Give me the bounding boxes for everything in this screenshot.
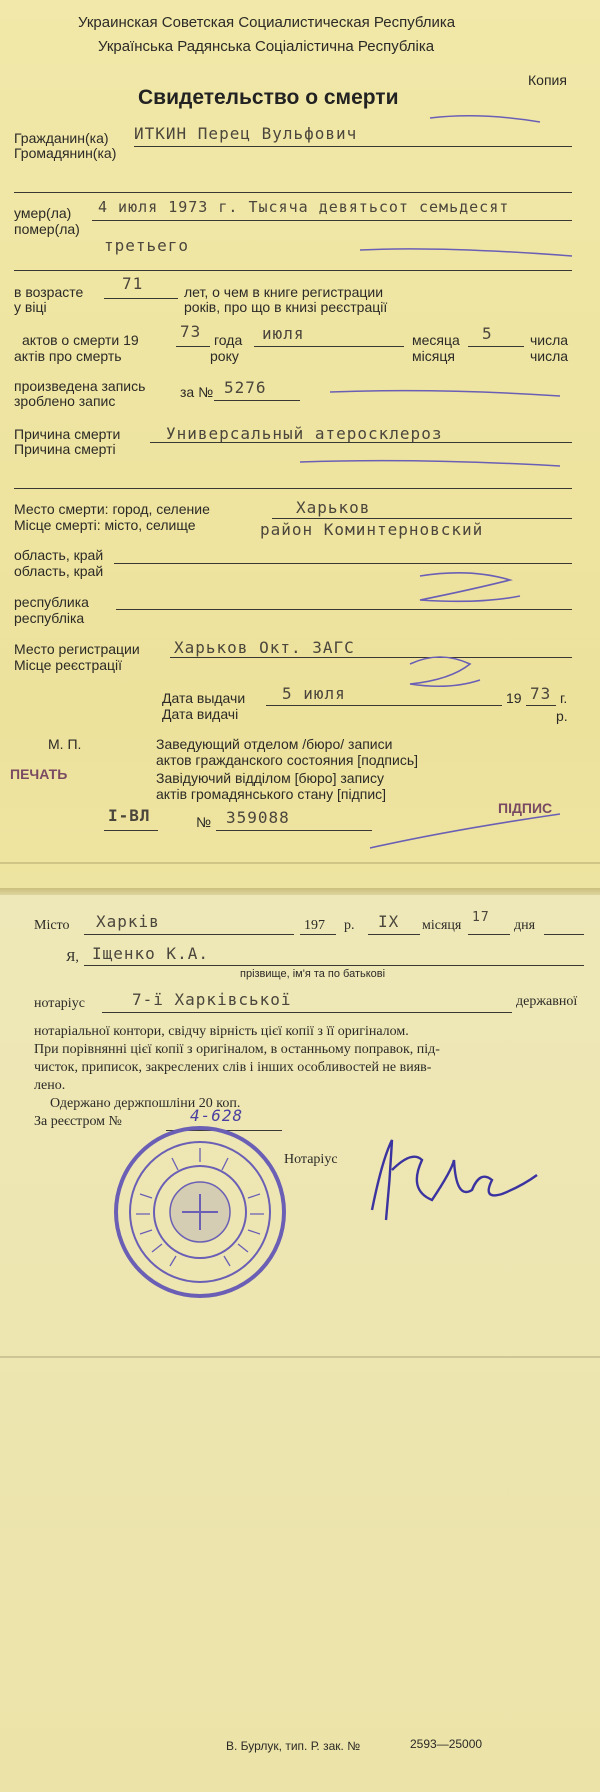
region-label-ru: область, край: [14, 547, 104, 563]
died-label-ua: помер(ла): [14, 221, 80, 237]
notary-i-label: Я,: [66, 950, 79, 965]
died-value-2: третьего: [104, 236, 190, 255]
issue-value: 5 июля: [282, 684, 346, 703]
cause-value: Универсальный атеросклероз: [166, 424, 443, 443]
notary-seal: [112, 1124, 288, 1300]
number-label: №: [196, 814, 212, 830]
record-no-label: за №: [180, 384, 214, 400]
age-label-ru: в возрасте: [14, 284, 84, 300]
notary-state-label: державної: [516, 994, 578, 1009]
day-label-ua: числа: [530, 348, 569, 364]
day-label-ru: числа: [530, 332, 569, 348]
issue-label-ua: Дата видачі: [162, 706, 239, 722]
cause-label-ru: Причина смерти: [14, 426, 121, 442]
month-label-ua: місяця: [412, 348, 455, 364]
printer-order: 2593—25000: [410, 1737, 483, 1751]
year-label-ru: года: [214, 332, 243, 348]
died-label-ru: умер(ла): [14, 205, 72, 221]
notary-name-line: [84, 965, 584, 966]
head-ua-line2: актів громадянського стану [підпис]: [156, 786, 387, 802]
citizen-label-ua: Громадянин(ка): [14, 145, 117, 161]
head-ru-line1: Заведующий отделом /бюро/ записи: [156, 736, 393, 752]
citizen-value: ИТКИН Перец Вульфович: [134, 124, 358, 143]
record-no-value: 5276: [224, 378, 267, 397]
acts-label-ua: актів про смерть: [14, 348, 122, 364]
printer-info: В. Бурлук, тип. Р. зак. №: [226, 1739, 361, 1753]
notary-registry-label: За реєстром №: [34, 1114, 122, 1129]
age-label-ua: у віці: [14, 299, 47, 315]
regplace-label-ua: Місце реєстрації: [14, 657, 123, 673]
year-label-ua: року: [210, 348, 239, 364]
notary-day-value: 17: [472, 910, 490, 925]
notary-month-line: [368, 934, 420, 935]
pen-strokes: [0, 0, 600, 890]
notary-year-prefix: 197: [304, 918, 325, 933]
fold-line-2: [0, 1356, 600, 1358]
issue-year-value: 73: [530, 684, 552, 703]
died-value: 4 июля 1973 г. Тысяча девятьсот семьдесят: [98, 198, 510, 216]
notary-text-4: лено.: [34, 1078, 66, 1093]
seal-label: ПЕЧАТЬ: [10, 766, 68, 782]
notary-text-2: При порівнянні цієї копії з оригіналом, в останньому поправок, під-: [34, 1042, 440, 1057]
notary-office-line: [102, 1012, 512, 1013]
notary-office-value: 7-ї Харківської: [132, 990, 292, 1009]
mp-label: М. П.: [48, 736, 82, 752]
header-line-ru: Украинская Советская Социалистическая Республика: [78, 14, 456, 31]
header-line-ua: Українська Радянська Соціалістична Республіка: [98, 38, 435, 55]
citizen-label-ru: Гражданин(ка): [14, 130, 109, 146]
month-label-ru: месяца: [412, 332, 460, 348]
record-label-ru: произведена запись: [14, 378, 146, 394]
notary-fee: Одержано держпошліни 20 коп.: [50, 1096, 241, 1111]
regplace-label-ru: Место регистрации: [14, 641, 140, 657]
place-value-2: район Коминтерновский: [260, 520, 484, 539]
notary-label: нотаріус: [34, 996, 85, 1011]
notary-day-label: дня: [514, 918, 536, 933]
notary-registry-value: 4-628: [190, 1106, 244, 1125]
series-value: I-ВЛ: [108, 806, 151, 825]
notary-day-line-2: [544, 934, 584, 935]
issue-suffix-ua: р.: [556, 708, 568, 724]
republic-label-ua: республіка: [14, 610, 85, 626]
place-label-ua: Місце смерті: місто, селище: [14, 517, 196, 533]
month-value: июля: [262, 324, 305, 343]
region-label-ua: область, край: [14, 563, 104, 579]
head-ru-line2: актов гражданского состояния [подпись]: [156, 752, 419, 768]
notary-city-line: [84, 934, 294, 935]
republic-label-ru: республика: [14, 594, 89, 610]
notary-signature: [362, 1130, 542, 1240]
issue-year-prefix: 19: [506, 690, 522, 706]
issue-suffix-ru: г.: [560, 690, 568, 706]
number-value: 359088: [226, 808, 290, 827]
place-value: Харьков: [296, 498, 371, 517]
notary-city-value: Харків: [96, 912, 160, 931]
document-title: Свидетельство о смерти: [138, 86, 399, 109]
day-value: 5: [482, 324, 493, 343]
acts-year-value: 73: [180, 322, 202, 341]
acts-label-ru: актов о смерти 19: [22, 332, 139, 348]
signature-label: ПІДПИС: [498, 800, 553, 816]
notary-month-label: місяця: [422, 918, 462, 933]
age-tail-ua: років, про що в книзі реєстрації: [184, 299, 388, 315]
regplace-value: Харьков Окт. ЗАГС: [174, 638, 355, 657]
issue-label-ru: Дата выдачи: [162, 690, 246, 706]
place-label-ru: Место смерти: город, селение: [14, 501, 210, 517]
age-tail-ru: лет, о чем в книге регистрации: [184, 284, 384, 300]
head-ua-line1: Завідуючий відділом [бюро] запису: [156, 770, 384, 786]
notary-text-3: чисток, приписок, закреслених слів і інших особливостей не вияв-: [34, 1060, 432, 1075]
record-label-ua: зроблено запис: [14, 393, 116, 409]
age-value: 71: [122, 274, 144, 293]
notary-name-caption: прізвище, ім'я та по батькові: [240, 968, 386, 980]
notary-month-value: IX: [378, 912, 400, 931]
notary-text-1: нотаріальної контори, свідчу вірність цієї копії з її оригіналом.: [34, 1024, 409, 1039]
notary-year-suffix: р.: [344, 918, 355, 933]
fold-line-1: [0, 862, 600, 864]
notary-year-line: [300, 934, 336, 935]
notary-city-label: Місто: [34, 918, 70, 933]
cause-label-ua: Причина смерті: [14, 441, 116, 457]
notary-day-line: [468, 934, 510, 935]
notary-sign-label: Нотаріус: [284, 1152, 338, 1167]
notary-name-value: Іщенко К.А.: [92, 944, 209, 963]
copy-label: Копия: [528, 72, 567, 88]
